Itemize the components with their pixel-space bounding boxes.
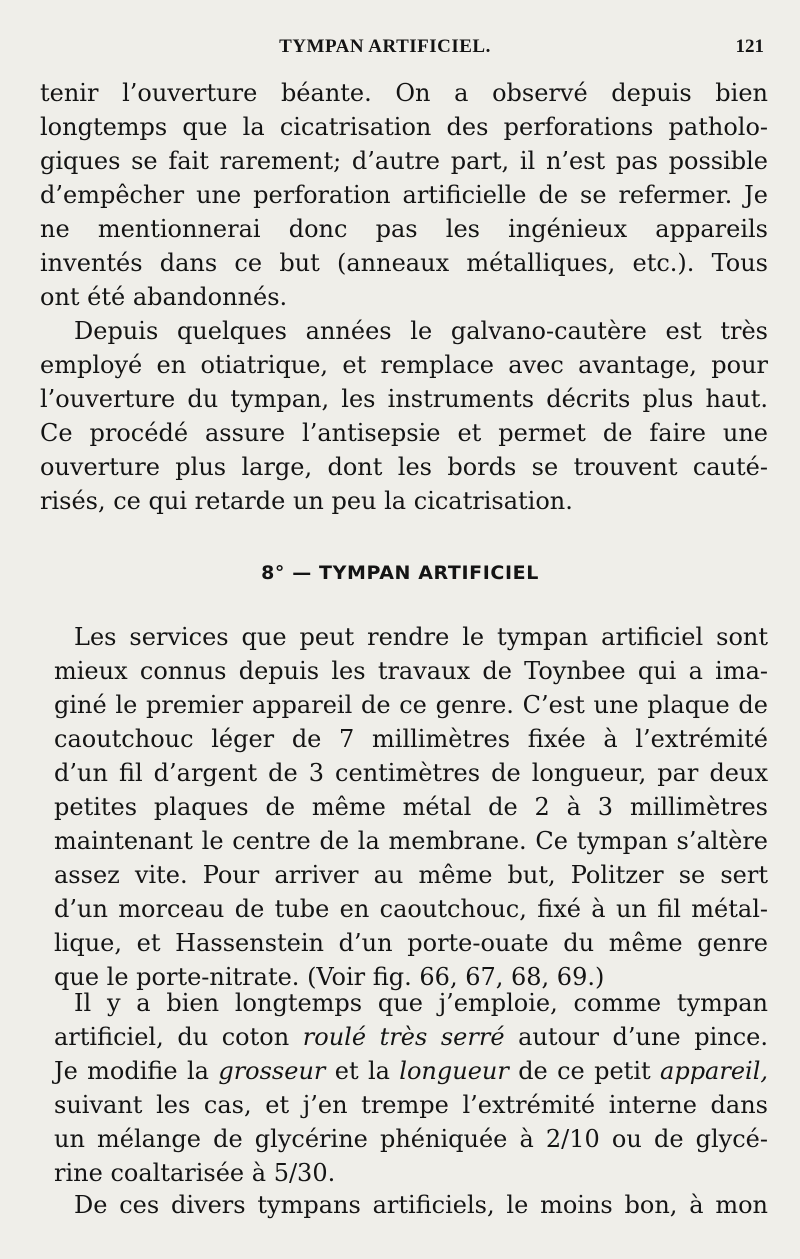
paragraph-5 xyxy=(40,1188,768,1222)
text-line: De ces divers tympans artificiels, le moins bon, à mon xyxy=(74,1191,768,1219)
text-segment: Je modifie la xyxy=(54,1057,219,1085)
page-number: 121 xyxy=(735,36,764,57)
text-segment: autour d’une pince. xyxy=(504,1023,768,1051)
text-line: Depuis quelques années le galvano-cautère est très xyxy=(74,317,768,345)
text-line: assez vite. Pour arriver au même but, Politzer se sert xyxy=(54,861,768,889)
text-line: mieux connus depuis les travaux de Toynbee qui a ima- xyxy=(54,657,768,685)
italic-text: longueur xyxy=(399,1057,509,1085)
text-line: d’un fil d’argent de 3 centimètres de longueur, par deux xyxy=(54,759,768,787)
text-line: tenir l’ouverture béante. On a observé depuis bien xyxy=(40,79,768,107)
text-line: caoutchouc léger de 7 millimètres fixée à l’extrémité xyxy=(54,725,768,753)
text-segment: et la xyxy=(325,1057,400,1085)
text-segment: de ce petit xyxy=(508,1057,661,1085)
text-line: giques se fait rarement; d’autre part, il n’est pas possible xyxy=(40,147,768,175)
italic-text: roulé très serré xyxy=(302,1023,505,1051)
text-line: maintenant le centre de la membrane. Ce tympan s’altère xyxy=(54,827,768,855)
text-line xyxy=(40,1054,768,1088)
text-segment: artificiel, du coton xyxy=(54,1023,303,1051)
paragraph-2 xyxy=(40,314,768,518)
text-line: petites plaques de même métal de 2 à 3 millimètres xyxy=(54,793,768,821)
text-line: l’ouverture du tympan, les instruments décrits plus haut. xyxy=(40,385,768,413)
paragraph-3 xyxy=(40,620,768,994)
text-line: Les services que peut rendre le tympan artificiel sont xyxy=(74,623,768,651)
text-line: que le porte-nitrate. (Voir fig. 66, 67, 68, 69.) xyxy=(54,963,605,991)
text-line: ne mentionnerai donc pas les ingénieux appareils xyxy=(40,215,768,243)
text-line: risés, ce qui retarde un peu la cicatrisation. xyxy=(40,487,573,515)
text-line: employé en otiatrique, et remplace avec avantage, pour xyxy=(40,351,768,379)
text-line: Ce procédé assure l’antisepsie et permet de faire une xyxy=(40,419,768,447)
text-line: ouverture plus large, dont les bords se trouvent cauté- xyxy=(40,453,768,481)
text-line: giné le premier appareil de ce genre. C’est une plaque de xyxy=(54,691,768,719)
text-line: un mélange de glycérine phéniquée à 2/10 ou de glycé- xyxy=(54,1125,768,1153)
text-line: suivant les cas, et j’en trempe l’extrémité interne dans xyxy=(54,1091,768,1119)
text-line: longtemps que la cicatrisation des perforations patholo- xyxy=(40,113,768,141)
italic-text: appareil, xyxy=(660,1057,769,1085)
text-line: ont été abandonnés. xyxy=(40,283,288,311)
section-heading: 8° — TYMPAN ARTIFICIEL xyxy=(261,562,539,584)
paragraph-1 xyxy=(40,76,768,314)
italic-text: grosseur xyxy=(218,1057,326,1085)
text-line: d’empêcher une perforation artificielle de se refermer. Je xyxy=(40,181,768,209)
text-line: d’un morceau de tube en caoutchouc, fixé à un fil métal- xyxy=(54,895,768,923)
text-line: rine coaltarisée à 5/30. xyxy=(54,1159,336,1187)
text-line: lique, et Hassenstein d’un porte-ouate du même genre xyxy=(54,929,768,957)
running-title: TYMPAN ARTIFICIEL. xyxy=(279,36,491,57)
text-line xyxy=(40,1020,768,1054)
paragraph-4 xyxy=(40,986,768,1190)
text-line: inventés dans ce but (anneaux métalliques, etc.). Tous xyxy=(40,249,768,277)
page-header xyxy=(0,36,800,60)
text-line: Il y a bien longtemps que j’emploie, comme tympan xyxy=(74,989,768,1017)
